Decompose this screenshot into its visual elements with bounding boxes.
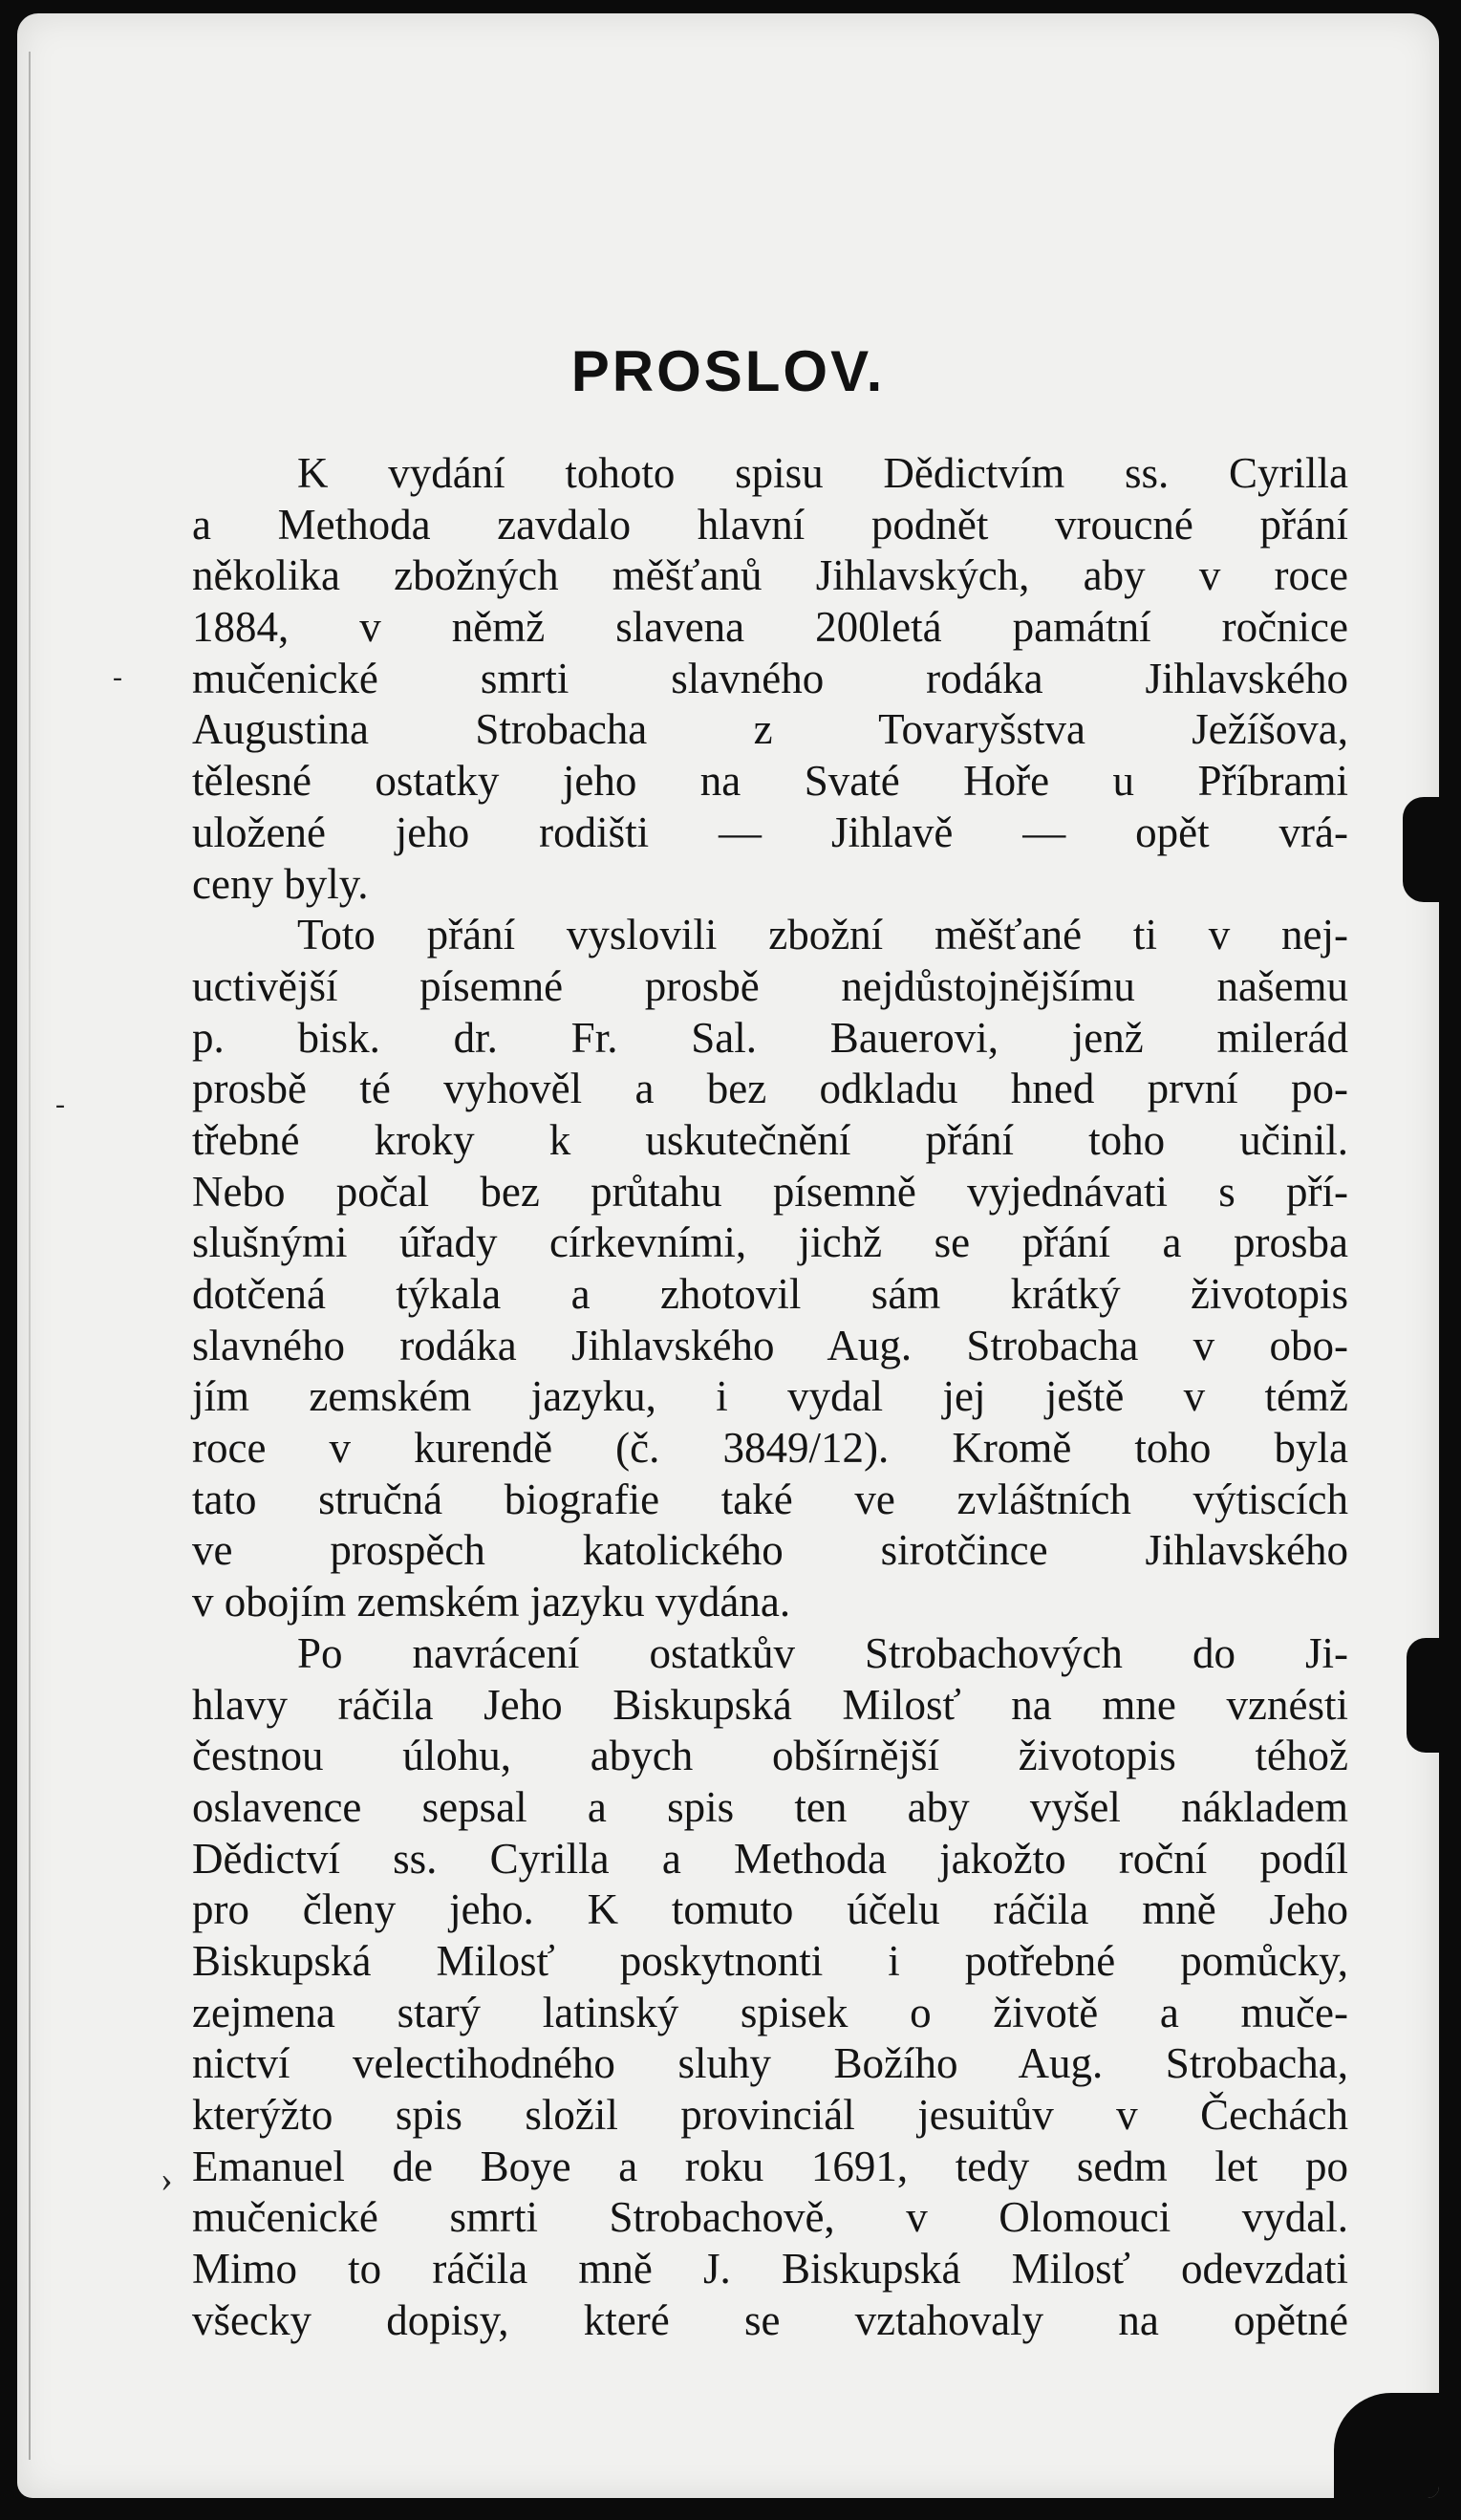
text-line: uložené jeho rodišti — Jihlavě — opět vrá- [192, 808, 1348, 856]
page-torn-corner [1334, 2393, 1439, 2498]
margin-mark: - [55, 1088, 65, 1120]
text-line: třebné kroky k uskutečnění přání toho učinil. [192, 1115, 1348, 1164]
text-line: Toto přání vyslovili zbožní měšťané ti v nej- [297, 911, 1348, 959]
text-line: kterýžto spis složil provinciál jesuitův v Čechách [192, 2091, 1348, 2139]
text-line: 1884, v němž slavena 200letá památní ročnice [192, 603, 1348, 652]
text-line: tělesné ostatky jeho na Svaté Hoře u Příbrami [192, 757, 1348, 806]
text-line: mučenické smrti slavného rodáka Jihlavského [192, 654, 1348, 702]
text-line: ceny byly. [192, 859, 369, 908]
text-line: mučenické smrti Strobachově, v Olomouci vydal. [192, 2193, 1348, 2242]
text-line: čestnou úlohu, abych obšírnější životopis téhož [192, 1732, 1348, 1780]
text-line: uctivější písemné prosbě nejdůstojnějšímu našemu [192, 961, 1348, 1010]
text-line: Mimo to ráčila mně J. Biskupská Milosť odevzdati [192, 2245, 1348, 2294]
text-line: a Methoda zavdalo hlavní podnět vroucné přání [192, 500, 1348, 549]
text-line: Emanuel de Boye a roku 1691, tedy sedm let po [192, 2142, 1348, 2190]
text-line: v obojím zemském jazyku vydána. [192, 1578, 791, 1626]
text-line: ve prospěch katolického sirotčince Jihlavského [192, 1526, 1348, 1575]
text-line: tato stručná biografie také ve zvláštních výtiscích [192, 1475, 1348, 1523]
text-line: Dědictví ss. Cyrilla a Methoda jakožto roční podíl [192, 1834, 1348, 1883]
body-text [192, 448, 1348, 2346]
text-line: K vydání tohoto spisu Dědictvím ss. Cyrilla [297, 449, 1348, 497]
text-line: Augustina Strobacha z Tovaryšstva Ježíšova, [192, 705, 1348, 754]
text-line: slušnými úřady církevními, jichž se přání a prosba [192, 1218, 1348, 1267]
margin-mark: - [113, 661, 122, 693]
margin-mark: › [161, 2160, 173, 2200]
text-line: roce v kurendě (č. 3849/12). Kromě toho byla [192, 1424, 1348, 1473]
text-line: slavného rodáka Jihlavského Aug. Strobacha v obo- [192, 1321, 1348, 1369]
page-edge-notch [1407, 1638, 1439, 1753]
text-line: několika zbožných měšťanů Jihlavských, aby v roce [192, 551, 1348, 600]
page-edge-notch [1403, 797, 1439, 902]
text-line: zejmena starý latinský spisek o životě a muče- [192, 1988, 1348, 2036]
text-line: pro členy jeho. K tomuto účelu ráčila mně Jeho [192, 1885, 1348, 1934]
text-line: všecky dopisy, které se vztahovaly na opětné [192, 2295, 1348, 2344]
page-title: PROSLOV. [570, 339, 886, 403]
page-fold-line [29, 52, 31, 2460]
text-line: jím zemském jazyku, i vydal jej ještě v témž [192, 1372, 1348, 1421]
text-line: dotčená týkala a zhotovil sám krátký životopis [192, 1270, 1348, 1318]
text-line: Nebo počal bez průtahu písemně vyjednávati s pří- [192, 1167, 1348, 1216]
text-line: hlavy ráčila Jeho Biskupská Milosť na mne vznésti [192, 1680, 1348, 1729]
text-line: p. bisk. dr. Fr. Sal. Bauerovi, jenž milerád [192, 1013, 1348, 1062]
text-line: Biskupská Milosť poskytnonti i potřebné pomůcky, [192, 1936, 1348, 1985]
text-line: nictví velectihodného sluhy Božího Aug. Strobacha, [192, 2039, 1348, 2088]
text-line: prosbě té vyhověl a bez odkladu hned první po- [192, 1065, 1348, 1113]
text-line: oslavence sepsal a spis ten aby vyšel nákladem [192, 1782, 1348, 1831]
scanned-page [17, 13, 1439, 2498]
text-line: Po navrácení ostatkův Strobachových do Ji- [297, 1628, 1348, 1677]
